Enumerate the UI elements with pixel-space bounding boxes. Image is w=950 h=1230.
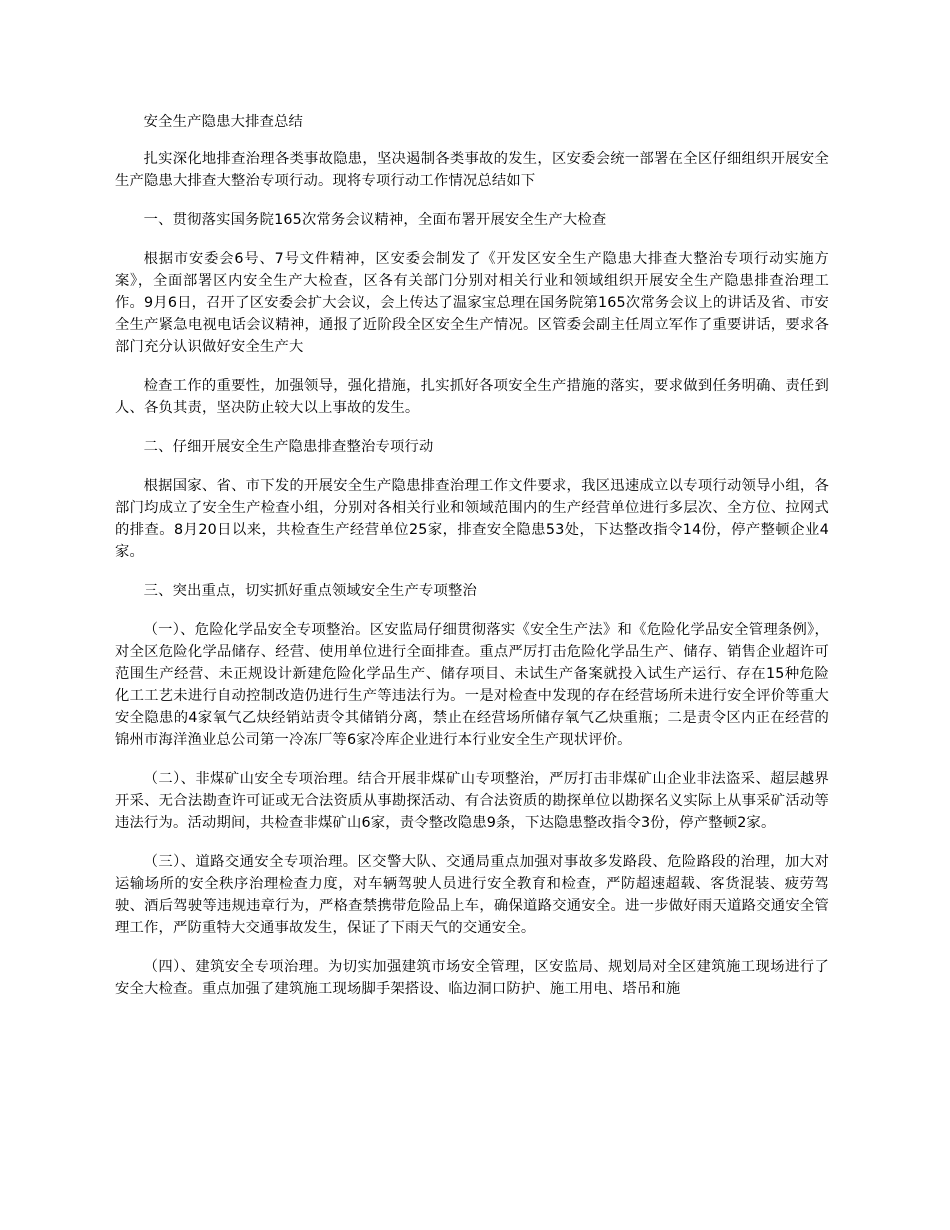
document-title: 安全生产隐患大排查总结 [143,114,304,130]
paragraph: 根据市安委会6号、7号文件精神，区安委会制发了《开发区安全生产隐患大排查大整治专项行动实施方案》，全面部署区内安全生产大检查，区各有关部门分别对相关行业和领域组织开展安全生产隐患排查治理工作。9月6日，召开了区安委会扩大会议，会上传达了温家宝总理在国务院第165次常务会议上的讲话及省、市安全生产紧急电视电话会议精神，通报了近阶段全区安全生产情况。区管委会副主任周立军作了重要讲话，要求各部门充分认识做好安全生产大 [115,251,829,355]
section-heading-2: 二、仔细开展安全生产隐患排查整治专项行动 [143,439,434,455]
paragraph-item-3: （三）、道路交通安全专项治理。区交警大队、交通局重点加强对事故多发路段、危险路段的治理，加大对运输场所的安全秩序治理检查力度，对车辆驾驶人员进行安全教育和检查，严防超速超载、客货混装、疲劳驾驶、酒后驾驶等违规违章行为，严格查禁携带危险品上车，确保道路交通安全。进一步做好雨天道路交通安全管理工作，严防重特大交通事故发生，保证了下雨天气的交通安全。 [115,854,829,936]
section-heading-3: 三、突出重点，切实抓好重点领域安全生产专项整治 [143,583,478,599]
paragraph-item-2: （二）、非煤矿山安全专项治理。结合开展非煤矿山专项整治，严厉打击非煤矿山企业非法盗采、超层越界开采、无合法勘查许可证或无合法资质从事勘探活动、有合法资质的勘探单位以勘探名义实际上从事采矿活动等违法行为。活动期间，共检查非煤矿山6家，责令整改隐患9条，下达隐患整改指令3份，停产整顿2家。 [115,771,829,831]
paragraph-item-1: （一）、危险化学品安全专项整治。区安监局仔细贯彻落实《安全生产法》和《危险化学品安全管理条例》，对全区危险化学品储存、经营、使用单位进行全面排查。重点严厉打击危险化学品生产、储存、销售企业超许可范围生产经营、未正规设计新建危险化学品生产、储存项目、未试生产备案就投入试生产运行、存在15种危险化工工艺未进行自动控制改造仍进行生产等违法行为。一是对检查中发现的存在经营场所未进行安全评价等重大安全隐患的4家氧气乙炔经销站责令其储销分离，禁止在经营场所储存氧气乙炔重瓶；二是责令区内正在经营的锦州市海洋渔业总公司第一冷冻厂等6家冷库企业进行本行业安全生产现状评价。 [115,622,829,748]
paragraph: 根据国家、省、市下发的开展安全生产隐患排查治理工作文件要求，我区迅速成立以专项行动领导小组，各部门均成立了安全生产检查小组，分别对各相关行业和领域范围内的生产经营单位进行多层次、全方位、拉网式的排查。8月20日以来，共检查生产经营单位25家，排查安全隐患53处，下达整改指令14份，停产整顿企业4家。 [115,478,829,560]
section-heading-1: 一、贯彻落实国务院165次常务会议精神，全面布署开展安全生产大检查 [143,212,607,228]
paragraph-intro: 扎实深化地排查治理各类事故隐患，坚决遏制各类事故的发生，区安委会统一部署在全区仔细组织开展安全生产隐患大排查大整治专项行动。现将专项行动工作情况总结如下 [115,151,829,189]
paragraph: 检查工作的重要性，加强领导，强化措施，扎实抓好各项安全生产措施的落实，要求做到任务明确、责任到人、各负其责，坚决防止较大以上事故的发生。 [115,378,829,416]
paragraph-item-4: （四）、建筑安全专项治理。为切实加强建筑市场安全管理，区安监局、规划局对全区建筑施工现场进行了安全大检查。重点加强了建筑施工现场脚手架搭设、临边洞口防护、施工用电、塔吊和施 [115,959,829,997]
